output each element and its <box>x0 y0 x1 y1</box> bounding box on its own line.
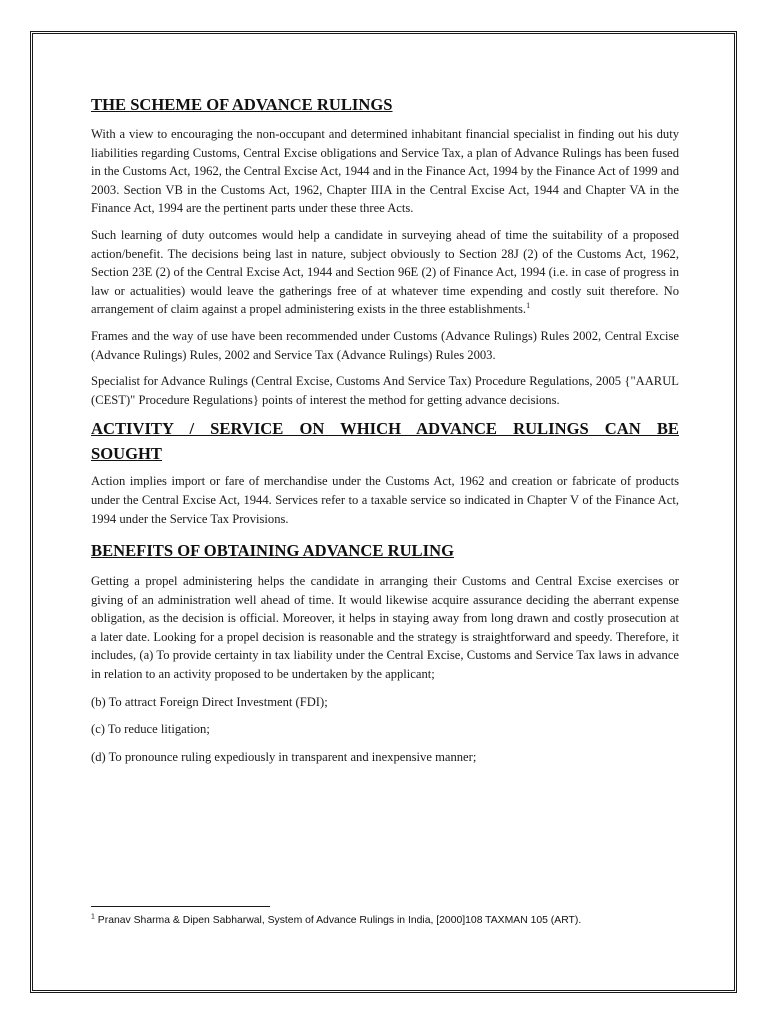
document-body <box>91 92 679 774</box>
footnote-marker: 1 <box>91 913 95 921</box>
paragraph-benefits: Getting a propel administering helps the candidate in arranging their Customs and Central Excise exercises or giving of an administration well ahead of time. It would likewise acquire assurance deciding the aberrant expense obligation, as the decision is official. Moreover, it helps in staying away from long drawn and costly prosecution at a later date. Looking for a propel decision is reasonable and the strategy is straightforward and speedy. Therefore, it includes, (a) To provide certainty in tax liability under the Central Excise, Customs and Service Tax laws in advance in relation to an activity proposed to be undertaken by the applicant; <box>91 574 679 682</box>
section-heading-activity-line1: ACTIVITY / SERVICE ON WHICH ADVANCE RULINGS CAN BE <box>91 419 679 439</box>
section-heading-activity-line2: SOUGHT <box>91 444 163 464</box>
paragraph-rules: Frames and the way of use have been recommended under Customs (Advance Rulings) Rules 2002, Central Excise (Advance Rulings) Rules, 2002 and Service Tax (Advance Rulings) Rules 2003. <box>91 328 679 362</box>
paragraph-duty-outcomes <box>91 226 679 319</box>
paragraph-activity: Action implies import or fare of merchandise under the Customs Act, 1962 and creation or fabricate of products under the Central Excise Act, 1944. Services refer to a taxable service so indicated in Chapter V of the Finance Act, 1994 under the Service Tax Provisions. <box>91 474 679 526</box>
footnote <box>91 914 691 928</box>
list-item: (b) To attract Foreign Direct Investment (FDI); <box>91 694 328 709</box>
list-item: (c) To reduce litigation; <box>91 722 210 737</box>
section-heading-benefits: BENEFITS OF OBTAINING ADVANCE RULING <box>91 541 454 561</box>
section-heading-activity <box>91 416 679 466</box>
footnote-reference[interactable]: 1 <box>526 301 531 311</box>
paragraph-regulations: Specialist for Advance Rulings (Central Excise, Customs And Service Tax) Procedure Regulations, 2005 {"AARUL (CEST)" Procedure Regulations} points of interest the method for getting advance decisions. <box>91 374 679 407</box>
paragraph-scheme-intro: With a view to encouraging the non-occupant and determined inhabitant financial specialist in finding out his duty liabilities regarding Customs, Central Excise obligations and Service Tax, a plan of Advance Rulings has been fused in the Customs Act, 1962, the Central Excise Act, 1944 and in the Finance Act, 1994 by the Finance Act of 1999 and 2003. Section VB in the Customs Act, 1962, Chapter IIIA in the Central Excise Act, 1944 and Chapter VA in the Finance Act, 1994 are the pertinent parts under these three Acts. <box>91 127 679 216</box>
paragraph-duty-outcomes-text: Such learning of duty outcomes would help a candidate in surveying ahead of time the suitability of a proposed action/benefit. The decisions being last in nature, subject obviously to Section 28J (2) of the Customs Act, 1962, Section 23E (2) of the Central Excise Act, 1944 and Section 96E (2) of Finance Act, 1994 (i.e. in case of progress in law or actualities) would leave the gatherings free of at whatever time expending and costly suit therefore. No arrangement of claim against a propel administering exists in the three establishments. <box>91 227 679 317</box>
list-item: (d) To pronounce ruling expediously in transparent and inexpensive manner; <box>91 749 477 764</box>
footnote-text: Pranav Sharma & Dipen Sabharwal, System of Advance Rulings in India, [2000]108 TAXMAN 105 (ART). <box>97 915 582 926</box>
footnote-separator <box>91 906 270 907</box>
section-heading-scheme: THE SCHEME OF ADVANCE RULINGS <box>91 95 393 114</box>
